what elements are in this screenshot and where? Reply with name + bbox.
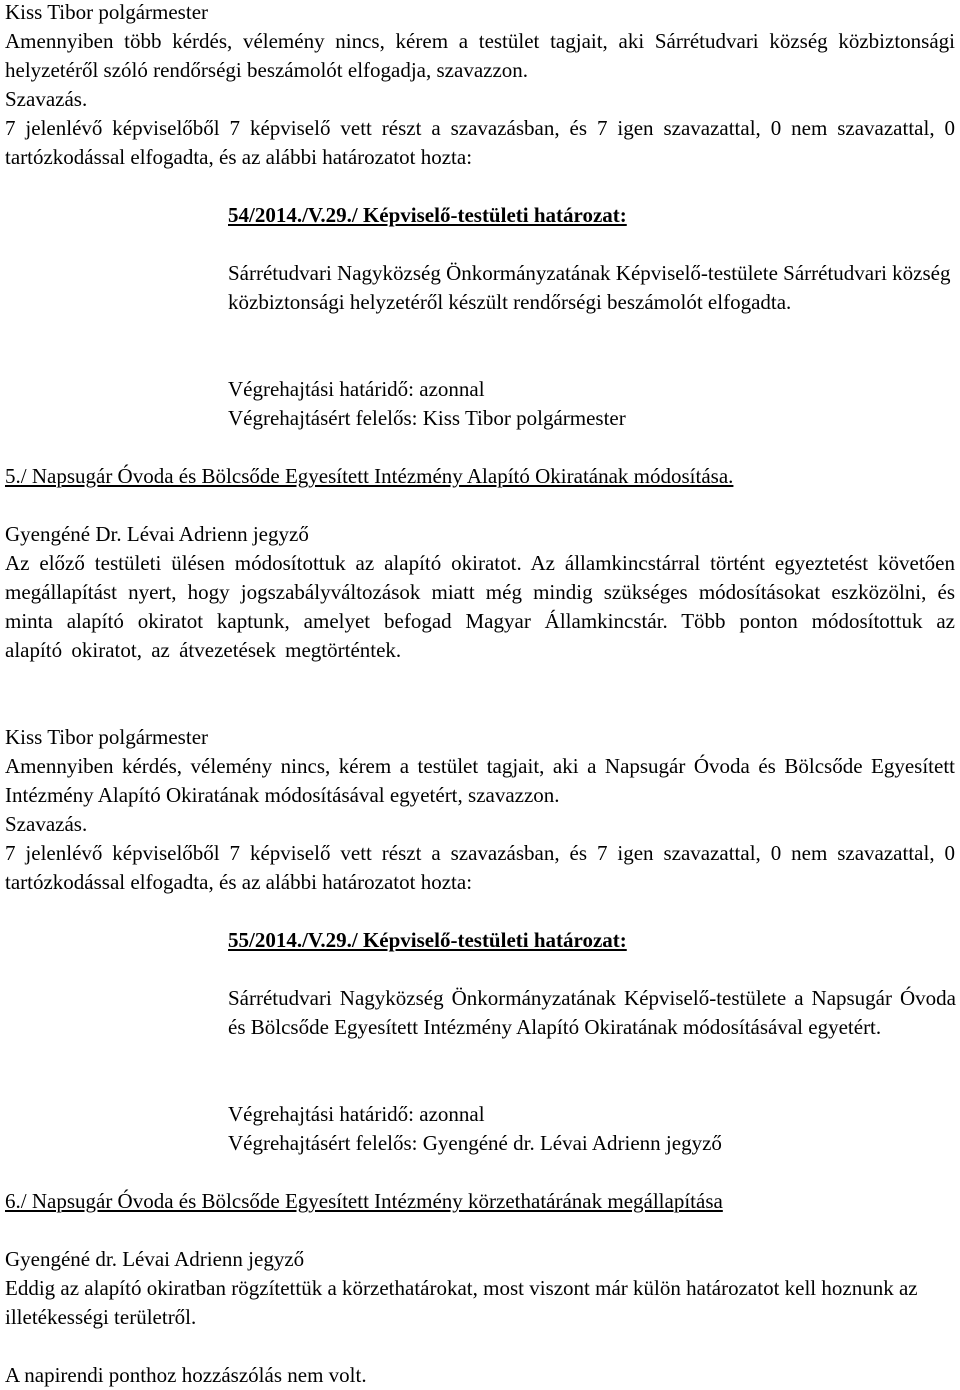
resolution-responsible: Végrehajtásért felelős: Kiss Tibor polgármester bbox=[228, 406, 626, 430]
agenda-item-heading: 5./ Napsugár Óvoda és Bölcsőde Egyesített Intézmény Alapító Okiratának módosítása. bbox=[5, 464, 734, 488]
vote-request-paragraph: Amennyiben több kérdés, vélemény nincs, kérem a testület tagjait, aki Sárrétudvari község közbiztonsági helyzetéről szóló rendőrségi beszámolót elfogadja, szavazzon. bbox=[5, 29, 955, 82]
resolution-deadline: Végrehajtási határidő: azonnal bbox=[228, 1102, 485, 1126]
vote-label: Szavazás. bbox=[5, 87, 88, 111]
statement-body-text: Az államkincstárral történt egyeztetést követően megállapítást nyert, hogy jogszabályváltozások miatt még mindig szükséges módosításokat eszközölni, és minta alapító okiratot kaptunk, amelyet befogad Magyar Államkincstár. Több ponton módosítottuk az alapító okiratot, az átvezetések megtörténtek. bbox=[5, 551, 956, 662]
resolution-title: 54/2014./V.29./ Képviselő-testületi határozat: bbox=[228, 203, 627, 227]
resolution-body: Sárrétudvari Nagyközség Önkormányzatának Képviselő-testülete Sárrétudvari község közbiztonsági helyzetéről készült rendőrségi beszámolót elfogadta. bbox=[228, 261, 951, 314]
agenda-item-heading: 6./ Napsugár Óvoda és Bölcsőde Egyesített Intézmény körzethatárának megállapítása bbox=[5, 1189, 723, 1213]
speaker-name: Gyengéné Dr. Lévai Adrienn jegyző bbox=[5, 522, 309, 546]
statement-intro bbox=[5, 549, 955, 665]
statement-paragraph: Eddig az alapító okiratban rögzítettük a körzethatárokat, most viszont már külön határozatot kell hoznunk az illetékességi területről. bbox=[5, 1276, 918, 1329]
resolution-deadline: Végrehajtási határidő: azonnal bbox=[228, 377, 485, 401]
speaker-name: Kiss Tibor polgármester bbox=[5, 725, 209, 749]
resolution-body: Sárrétudvari Nagyközség Önkormányzatának Képviselő-testülete a Napsugár Óvoda és Bölcsőde Egyesített Intézmény Alapító Okiratának módosításával egyetért. bbox=[228, 986, 956, 1039]
closing-note: A napirendi ponthoz hozzászólás nem volt. bbox=[5, 1363, 367, 1387]
resolution-responsible: Végrehajtásért felelős: Gyengéné dr. Lévai Adrienn jegyző bbox=[228, 1131, 722, 1155]
vote-result-paragraph: 7 jelenlévő képviselőből 7 képviselő vett részt a szavazásban, és 7 igen szavazattal, 0 nem szavazattal, 0 tartózkodással elfogadta, és az alábbi határozatot hozta: bbox=[5, 841, 955, 894]
statement-intro-text: Az előző testületi ülésen módosítottuk az alapító okiratot. bbox=[5, 551, 522, 575]
vote-request-paragraph: Amennyiben kérdés, vélemény nincs, kérem a testület tagjait, aki a Napsugár Óvoda és Bölcsőde Egyesített Intézmény Alapító Okiratának módosításával egyetért, szavazzon. bbox=[5, 754, 955, 807]
vote-result-paragraph: 7 jelenlévő képviselőből 7 képviselő vett részt a szavazásban, és 7 igen szavazattal, 0 nem szavazattal, 0 tartózkodással elfogadta, és az alábbi határozatot hozta: bbox=[5, 116, 955, 169]
notary-statement bbox=[5, 549, 955, 665]
speaker-name: Gyengéné dr. Lévai Adrienn jegyző bbox=[5, 1247, 305, 1271]
speaker-name: Kiss Tibor polgármester bbox=[5, 0, 209, 24]
vote-label: Szavazás. bbox=[5, 812, 88, 836]
resolution-title: 55/2014./V.29./ Képviselő-testületi határozat: bbox=[228, 928, 627, 952]
